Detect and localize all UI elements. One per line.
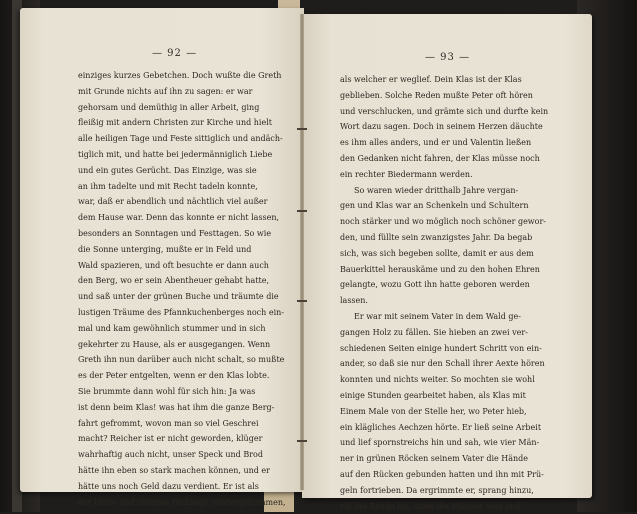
text-line: und saß unter der grünen Buche und träumte die	[78, 292, 279, 302]
text-line: hätte ihn eben so stark machen können, und er	[78, 465, 270, 475]
text-line: Bauerkittel herauskäme und zu den hohen Ehren	[340, 264, 540, 274]
book-gutter	[300, 14, 304, 490]
left-page	[20, 8, 304, 507]
text-line: macht? Reicher ist er nicht geworden, klüger	[78, 434, 263, 444]
text-line: fahrt gefrommt, wovon man so viel Geschrei	[78, 418, 259, 428]
text-line: es ihm alles anders, und er und Valentin ließen	[340, 138, 532, 148]
text-line: dem Hause war. Denn das konnte er nicht lassen,	[78, 213, 280, 223]
text-line: es der Peter entgelten, wenn er den Klas lobte.	[78, 371, 270, 381]
text-line: Wald spazieren, und oft besuchte er dann auch	[78, 260, 269, 270]
text-line: lassen.	[340, 296, 368, 306]
text-line: lustigen Träume des Pfannkuchenberges noch ein-	[78, 307, 285, 317]
text-line: mal und kam gewöhnlich stummer und in sich	[78, 323, 266, 333]
text-line: als welcher er weglief. Dein Klas ist der Klas	[340, 75, 522, 84]
text-line: besonders an Sonntagen und Festtagen. So wie	[78, 228, 272, 238]
page-text	[340, 72, 568, 514]
text-line: den, und füllte sein zwanzigstes Jahr. Da begab	[340, 232, 533, 242]
binding-thread	[297, 210, 307, 212]
text-line: auf den Rücken gebunden hatten und ihn mit Prü-	[340, 469, 544, 479]
text-line: gekehrter zu Hause, als er ausgegangen. Wenn	[78, 339, 271, 349]
text-line: die Sonne unterging, mußte er in Feld und	[78, 244, 252, 254]
text-line: war, daß er abendlich und nächtlich viel außer	[78, 197, 268, 207]
text-line: Er war mit seinem Vater in dem Wald ge-	[354, 311, 521, 321]
text-line: Wort dazu sagen. Doch in seinem Herzen däuchte	[340, 122, 543, 132]
text-line: ist denn beim Klas! was hat ihm die ganze Berg-	[78, 402, 275, 412]
binding-thread	[297, 300, 307, 302]
text-line: den Gedanken nicht fahren, der Klas müsse noch	[340, 153, 540, 163]
text-line: geblieben. Solche Reden mußte Peter oft hören	[340, 90, 533, 100]
text-line: ein rechter Biedermann werden.	[340, 169, 473, 179]
text-line: ein klägliches Aechzen hörte. Er ließ seine Arbeit	[340, 422, 542, 432]
text-line: ander, so daß sie nur den Schall ihrer Aexte hören	[340, 359, 545, 369]
text-line: gangen Holz zu fällen. Sie hieben an zwei ver-	[340, 327, 528, 337]
text-line: hätte uns noch Geld dazu verdient. Er ist als	[78, 481, 259, 491]
text-line: Sie brummte dann wohl für sich hin: Ja was	[78, 386, 256, 396]
text-line: sich, was sich begeben sollte, damit er aus dem	[340, 248, 534, 258]
text-line: der blöde und stumme Dickkopf wiedergekommen,	[78, 497, 286, 507]
binding-thread	[297, 128, 307, 130]
text-line: einziges kurzes Gebetchen. Doch wußte die Greth	[78, 71, 282, 80]
binding-thread	[297, 440, 307, 442]
text-line: den Berg, wo er sein Abentheuer gehabt hatte,	[78, 276, 270, 286]
text-line: schiedenen Seiten einige hundert Schritt von ein-	[340, 343, 542, 353]
page-text	[78, 68, 290, 510]
text-line: tiglich mit, und hatte bei jedermänniglich Liebe	[78, 149, 273, 159]
text-line: ner in grünen Röcken seinem Vater die Hände	[340, 454, 529, 464]
text-line: gelangte, wozu Gott ihn hatte geboren werden	[340, 280, 530, 290]
text-line: einige Stunden gearbeitet haben, als Klas mit	[340, 390, 526, 400]
text-line: konnten und nichts weiter. So mochten sie wohl	[340, 375, 535, 385]
text-line: und ein gutes Gerücht. Das Einzige, was sie	[78, 165, 257, 175]
text-line: gen und Klas war an Schenkeln und Schultern	[340, 201, 529, 211]
text-line: und lief spornstreichs hin und sah, wie vier Män-	[340, 438, 540, 448]
text-line: Greth ihn nun darüber auch nicht schalt, so mußte	[78, 355, 285, 365]
text-line: noch stärker und wo möglich noch schöner gewor-	[340, 217, 546, 227]
text-line: an ihm tadelte und mit Recht tadeln konnte,	[78, 181, 258, 191]
text-line: wahrhaftig auch nicht, unser Speck und Brod	[78, 450, 263, 460]
text-line: und verschlucken, und grämte sich und durfte kein	[340, 106, 549, 116]
text-line: So waren wieder dritthalb Jahre vergan-	[354, 185, 519, 195]
page-number: — 92 —	[152, 48, 198, 59]
text-line: fleißig mit andern Christen zur Kirche und hielt	[78, 118, 272, 128]
text-line: Einem Male von der Stelle her, wo Peter hieb,	[340, 406, 527, 416]
text-line: alle heiligen Tage und Feste sittiglich und andäch-	[78, 134, 283, 144]
text-line: riß die Bande los, stieß die Männer weg und	[340, 501, 521, 511]
text-line: geln fortrieben. Da ergrimmte er, sprang hinzu,	[340, 485, 534, 495]
text-line: gehorsam und demüthig in aller Arbeit, ging	[78, 102, 260, 112]
page-number: — 93 —	[425, 52, 471, 63]
text-line: mit Grunde nichts auf ihn zu sagen: er war	[78, 86, 253, 96]
right-page	[302, 14, 592, 511]
